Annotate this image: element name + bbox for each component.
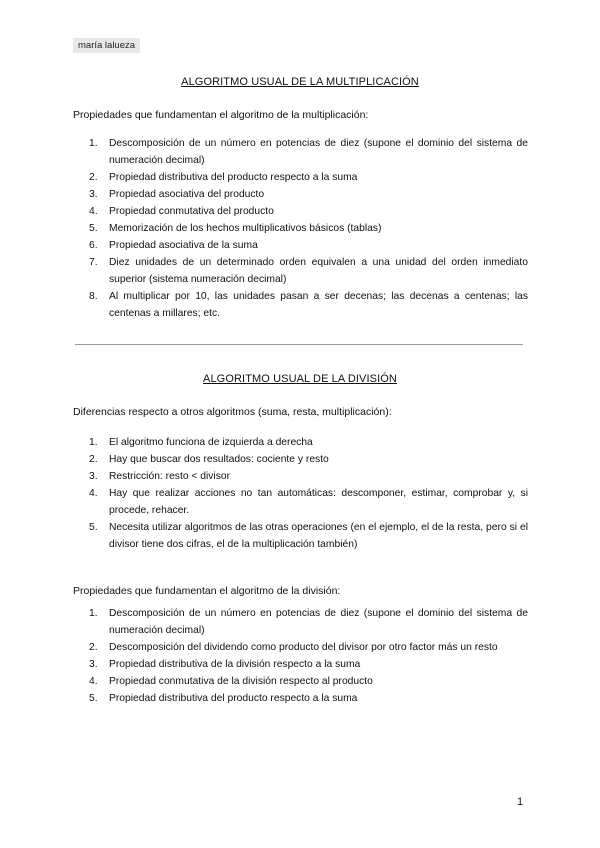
multiplication-properties-list xyxy=(73,135,528,322)
list-item: 1. El algoritmo funciona de izquierda a derecha xyxy=(89,437,313,448)
author-tag: maría lalueza xyxy=(73,38,140,53)
list-item: 4. Propiedad conmutativa de la división respecto al producto xyxy=(89,676,373,687)
division-heading: ALGORITMO USUAL DE LA DIVISIÓN xyxy=(203,373,397,385)
multiplication-intro: Propiedades que fundamentan el algoritmo de la multiplicación: xyxy=(73,109,369,121)
list-item: 5. Propiedad distributiva del producto respecto a la suma xyxy=(89,693,358,704)
list-item: 5. Necesita utilizar algoritmos de las otras operaciones (en el ejemplo, el de la resta, pero si el divisor tiene dos cifras, el de la multiplicación también) xyxy=(89,522,528,550)
list-item: 4. Hay que realizar acciones no tan automáticas: descomponer, estimar, comprobar y, si procede, rehacer. xyxy=(89,488,528,516)
list-item: 1. Descomposición de un número en potencias de diez (supone el dominio del sistema de numeración decimal) xyxy=(89,138,528,166)
list-item: 8. Al multiplicar por 10, las unidades pasan a ser decenas; las decenas a centenas; las centenas a millares; etc. xyxy=(89,291,528,319)
list-item: 5. Memorización de los hechos multiplicativos básicos (tablas) xyxy=(89,223,382,234)
section-divider xyxy=(75,344,523,345)
list-item: 4. Propiedad conmutativa del producto xyxy=(89,206,274,217)
list-item: 1. Descomposición de un número en potencias de diez (supone el dominio del sistema de numeración decimal) xyxy=(89,608,528,636)
list-item: 2. Hay que buscar dos resultados: cociente y resto xyxy=(89,454,329,465)
list-item: 2. Propiedad distributiva del producto respecto a la suma xyxy=(89,172,358,183)
list-item: 3. Propiedad asociativa del producto xyxy=(89,189,265,200)
list-item: 3. Restricción: resto < divisor xyxy=(89,471,231,482)
list-item: 7. Diez unidades de un determinado orden equivalen a una unidad del orden inmediato superior (sistema numeración decimal) xyxy=(89,257,528,285)
list-item: 6. Propiedad asociativa de la suma xyxy=(89,240,258,251)
division-differences-list xyxy=(73,434,528,553)
multiplication-heading: ALGORITMO USUAL DE LA MULTIPLICACIÓN xyxy=(181,76,419,88)
list-item: 2. Descomposición del dividendo como producto del divisor por otro factor más un resto xyxy=(89,642,498,653)
division-properties-intro: Propiedades que fundamentan el algoritmo de la división: xyxy=(73,585,341,597)
division-differences-intro: Diferencias respecto a otros algoritmos (suma, resta, multiplicación): xyxy=(73,406,392,418)
page-number: 1 xyxy=(517,796,524,808)
list-item: 3. Propiedad distributiva de la división respecto a la suma xyxy=(89,659,361,670)
division-properties-list xyxy=(73,605,528,707)
